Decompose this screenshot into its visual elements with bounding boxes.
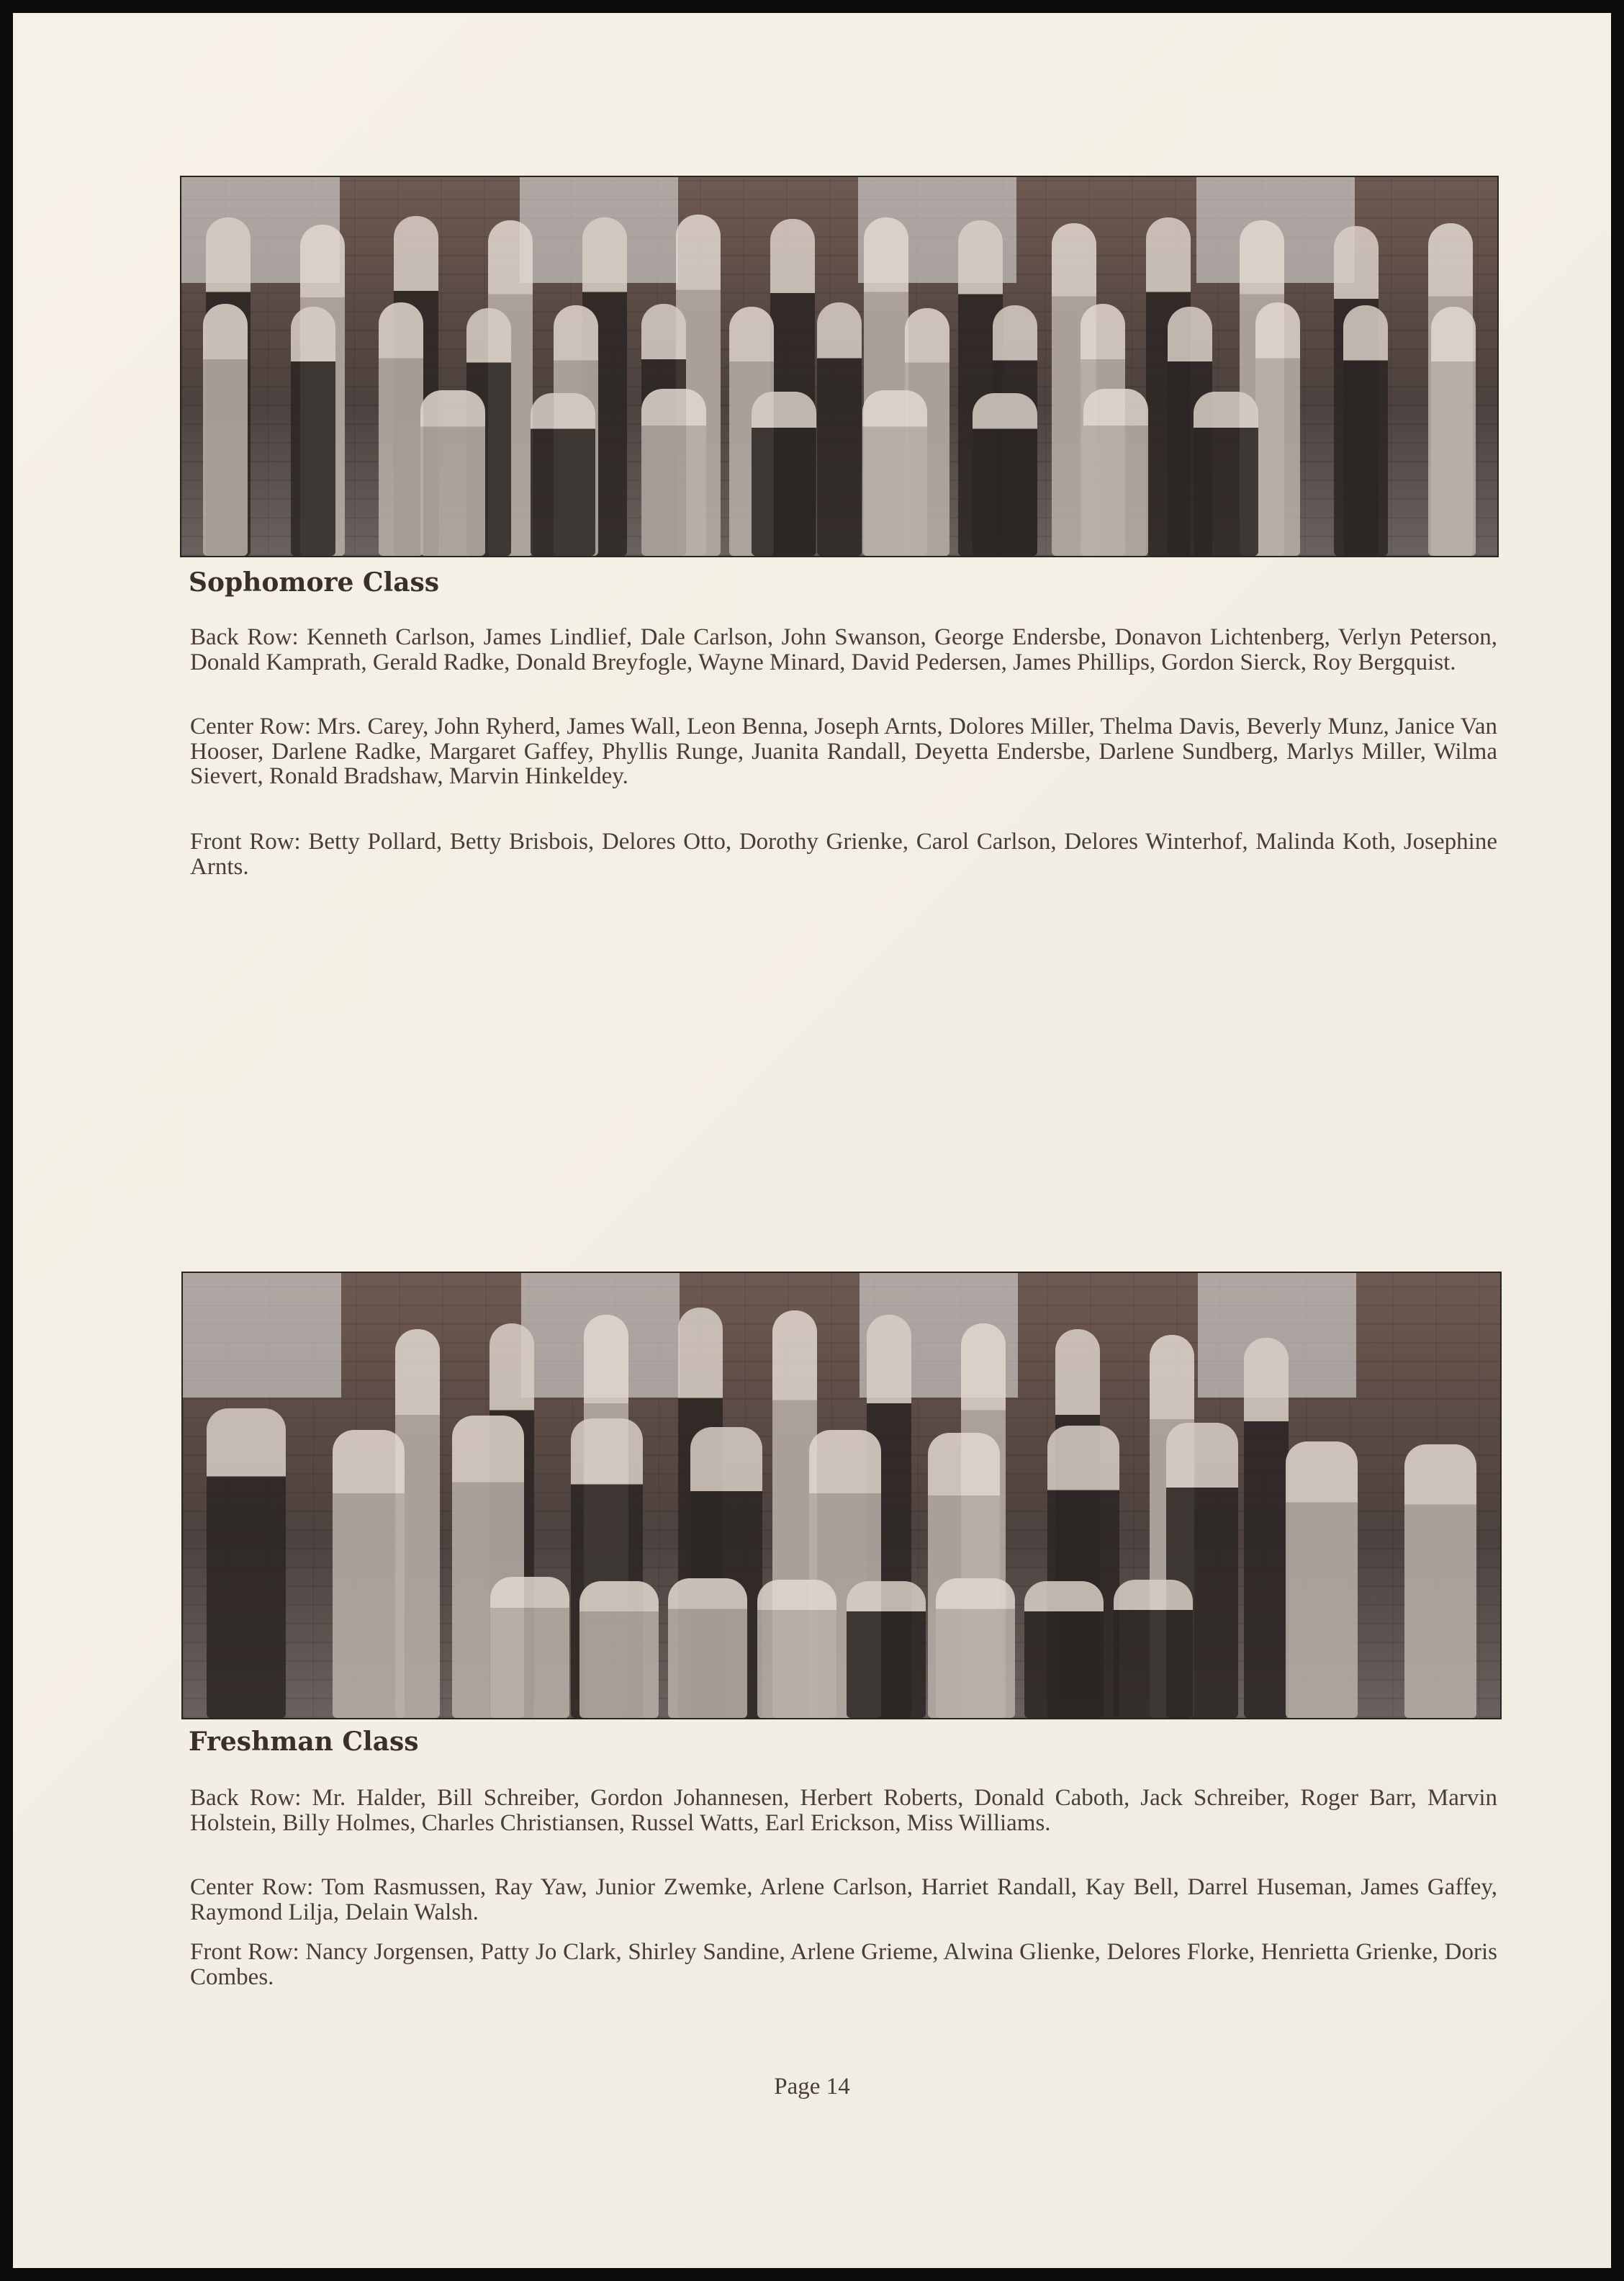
freshman-class-photo bbox=[181, 1272, 1502, 1719]
sophomore-back-row-names: Back Row: Kenneth Carlson, James Lindlief, Dale Carlson, John Swanson, George Endersbe, Donavon Lichtenberg, Verlyn Peterson, Donald Kamprath, Gerald Radke, Donald Breyfogle, Wayne Minard, David Pedersen, James Phillips, Gordon Sierck, Roy Bergquist. bbox=[190, 624, 1497, 675]
yearbook-page bbox=[13, 13, 1611, 2268]
photo-front-row-figures bbox=[183, 1560, 1500, 1718]
freshman-center-row-names: Center Row: Tom Rasmussen, Ray Yaw, Junior Zwemke, Arlene Carlson, Harriet Randall, Kay Bell, Darrel Huseman, James Gaffey, Raymond Lilja, Delain Walsh. bbox=[190, 1874, 1497, 1925]
page-number: Page 14 bbox=[774, 2074, 850, 2100]
sophomore-front-row-names: Front Row: Betty Pollard, Betty Brisbois, Delores Otto, Dorothy Grienke, Carol Carlson, Delores Winterhof, Malinda Koth, Josephine Arnts. bbox=[190, 829, 1497, 880]
sophomore-class-title: Sophomore Class bbox=[189, 567, 440, 598]
photo-front-row-figures bbox=[181, 369, 1497, 556]
freshman-front-row-names: Front Row: Nancy Jorgensen, Patty Jo Clark, Shirley Sandine, Arlene Grieme, Alwina Glienke, Delores Florke, Henrietta Grienke, Doris Combes. bbox=[190, 1939, 1497, 1990]
freshman-back-row-names: Back Row: Mr. Halder, Bill Schreiber, Gordon Johannesen, Herbert Roberts, Donald Caboth, Jack Schreiber, Roger Barr, Marvin Holstein, Billy Holmes, Charles Christiansen, Russel Watts, Earl Erickson, Miss Williams. bbox=[190, 1785, 1497, 1836]
sophomore-center-row-names: Center Row: Mrs. Carey, John Ryherd, James Wall, Leon Benna, Joseph Arnts, Dolores Miller, Thelma Davis, Beverly Munz, Janice Van Hooser, Darlene Radke, Margaret Gaffey, Phyllis Runge, Juanita Randall, Deyetta Endersbe, Darlene Sundberg, Marlys Miller, Wilma Sievert, Ronald Bradshaw, Marvin Hinkeldey. bbox=[190, 714, 1497, 790]
freshman-class-title: Freshman Class bbox=[189, 1727, 419, 1757]
sophomore-class-photo bbox=[180, 176, 1499, 557]
